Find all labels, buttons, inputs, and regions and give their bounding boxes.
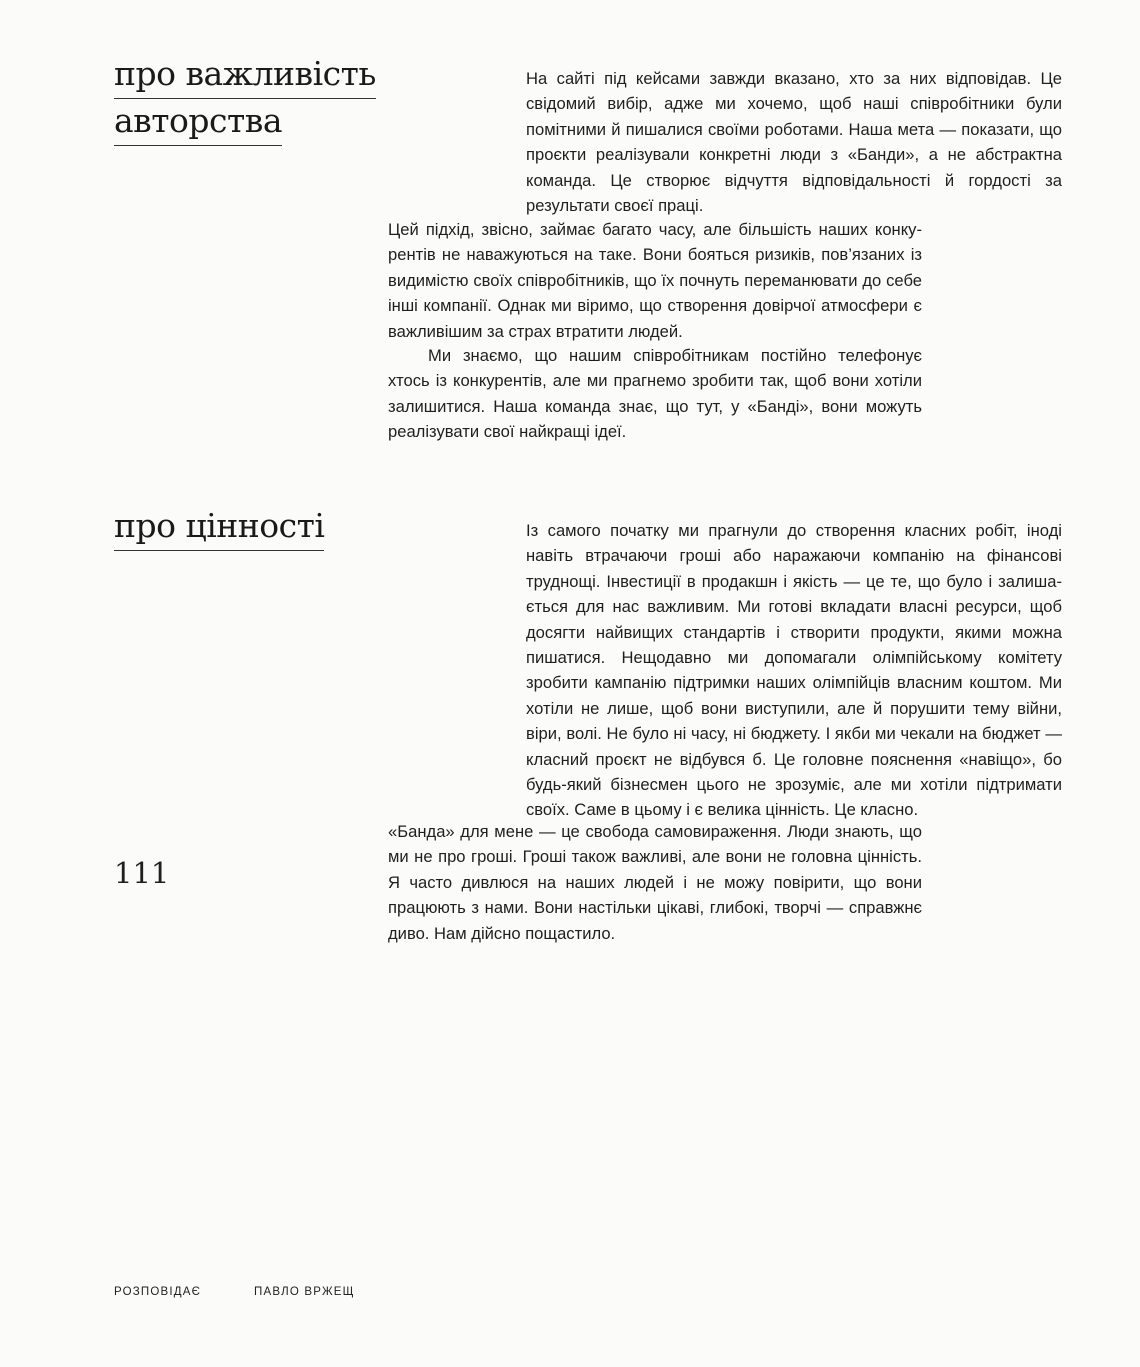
paragraph: На сайті під кейсами завжди вказано, хто за них відповідав. Це свідомий вибір, адже ми хочемо, щоб наші співробітники були помітними й пишалися своїми роботами. Наша мета — показати, що проєкти реалізували конкретні люди з «Банди», а не абстрактна команда. Це створює відчуття відповідальності й гордості за результати своєї праці.	[526, 69, 1062, 216]
heading-line: авторства	[114, 99, 282, 146]
paragraph: «Банда» для мене — це свобода самовираження. Люди знають, що ми не про гроші. Гроші також важливі, але вони не головна цінність. Я часто дивлюся на наших людей і не можу повірити, що вони працюють з нами. Вони настільки цікаві, глибокі, творчі — справжнє диво. Нам дійсно пощастило.	[388, 822, 922, 943]
paragraph: Із самого початку ми прагнули до створення класних робіт, іноді навіть втрачаючи гроші або наражаючи компанію на фінансові труднощі. Інвестиції в продакшн і якість — це те, що було і залишається для нас важливим. Ми готові вкладати власні ресурси, щоб досягти найвищих стандартів і створити продукти, якими можна пишатися. Нещодавно ми допомагали олімпійському комітету зробити кампанію підтримки наших олімпійців власним коштом. Ми хотіли не лише, щоб вони виступили, але й порушити тему війни, віри, волі. Не було ні часу, ні бюджету. І якби ми чекали на бюджет — класний проєкт не відбувся б. Це головне пояснення «навіщо», бо будь-який бізнесмен цього не зрозуміє, але ми хотіли підтримати своїх. Саме в цьому і є велика цінність. Це класно.	[526, 521, 1062, 820]
footer-label: РОЗПОВІДАЄ	[114, 1286, 202, 1298]
section-heading-values	[114, 504, 324, 551]
section-heading-authorship	[114, 52, 376, 146]
paragraph: Ми знаємо, що нашим співробітникам постійно телефонує хтось із конкурентів, але ми прагнемо зробити так, щоб вони хотіли залишитися. Наша команда знає, що тут, у «Банді», вони можуть реалізувати свої найкращі ідеї.	[388, 346, 922, 442]
paragraph: Цей підхід, звісно, займає багато часу, але більшість наших конкурентів не наважуються на таке. Вони бояться ризиків, пов’язаних із видимістю своїх співробітників, що їх почнуть переманювати до себе інші компанії. Однак ми віримо, що створення довірчої атмосфери є важливішим за страх втратити людей.	[388, 220, 922, 341]
page-number: 111	[114, 856, 170, 890]
footer-author: ПАВЛО ВРЖЕЩ	[254, 1286, 355, 1298]
heading-line: про важливість	[114, 52, 376, 99]
heading-line: про цінності	[114, 504, 324, 551]
